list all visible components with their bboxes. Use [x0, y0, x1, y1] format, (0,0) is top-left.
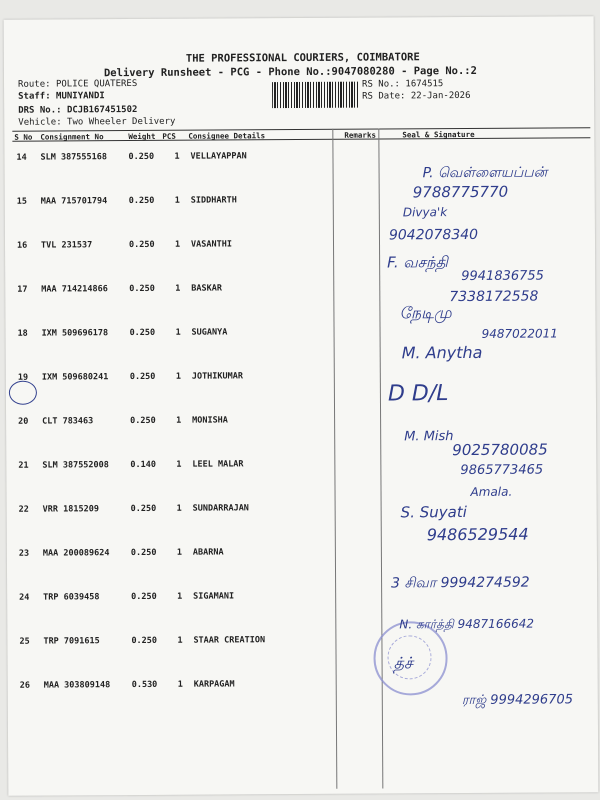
table-row	[7, 627, 597, 675]
col-remarks: Remarks	[344, 130, 376, 140]
rs-number: RS No.: 1674515	[362, 79, 444, 90]
signature-21-phone: 9865773465	[460, 462, 544, 479]
row-pcs: 1	[175, 371, 181, 382]
signature-19: D D/L	[387, 381, 449, 407]
vehicle-text: Vehicle: Two Wheeler Delivery	[18, 116, 176, 128]
staff-text: Staff: MUNIYANDI	[18, 91, 105, 102]
row-consignee: VASANTHI	[190, 239, 232, 250]
row-weight: 0.250	[130, 547, 157, 559]
row-weight: 0.250	[130, 503, 157, 515]
barcode	[272, 82, 358, 109]
row-weight: 0.250	[129, 327, 156, 339]
row-consignment: IXM 509680241	[41, 372, 109, 383]
row-weight: 0.250	[128, 151, 155, 163]
row-sno: 25	[19, 636, 30, 647]
signature-26: ராஜ் 9994296705	[461, 692, 574, 709]
row-consignment: MAA 715701794	[40, 196, 108, 207]
col-consignment: Consignment No	[40, 132, 104, 142]
rs-date: RS Date: 22-Jan-2026	[362, 90, 471, 102]
signature-15-phone: 9042078340	[388, 226, 479, 244]
row-weight: 0.250	[129, 283, 155, 295]
signature-22-name: S. Suyati	[400, 502, 467, 522]
row-weight: 0.250	[131, 591, 157, 603]
row-pcs: 1	[174, 195, 180, 206]
row-consignee: SIDDHARTH	[190, 195, 237, 206]
row-weight: 0.250	[131, 635, 158, 647]
row-sno: 15	[16, 196, 28, 207]
row-consignment: CLT 783463	[42, 416, 94, 427]
col-weight: Weight	[128, 131, 156, 142]
row-sno: 14	[16, 152, 27, 163]
row-sno: 22	[18, 504, 29, 515]
row-consignee: ABARNA	[192, 547, 224, 558]
row-sno: 19	[17, 372, 29, 383]
row-consignment: SLM 387555168	[40, 152, 108, 163]
signature-25-text: N. கார்த்தி 9487166642	[399, 616, 535, 632]
row-consignee: SUNDARRAJAN	[192, 503, 249, 514]
row-sno: 24	[19, 592, 30, 603]
route-text: Route: POLICE QUATERES	[18, 78, 138, 90]
row-consignee: SUGANYA	[191, 327, 228, 338]
company-title: THE PROFESSIONAL COURIERS, COIMBATORE	[185, 51, 420, 65]
signature-17-phone: 7338172558	[449, 288, 539, 306]
row-consignee: MONISHA	[192, 415, 228, 426]
runsheet-paper	[4, 16, 599, 796]
row-consignee: VELLAYAPPAN	[190, 151, 247, 162]
row-pcs: 1	[177, 591, 183, 602]
signature-16-phone: 9941836755	[461, 268, 544, 285]
row-pcs: 1	[176, 459, 182, 470]
row-consignee: BASKAR	[191, 283, 223, 294]
row-consignee: JOTHIKUMAR	[191, 371, 244, 382]
signature-18-phone: 9487022011	[481, 326, 558, 341]
row-pcs: 1	[177, 635, 183, 646]
col-seal-signature: Seal & Signature	[402, 129, 475, 140]
col-consignee: Consignee Details	[188, 131, 266, 141]
row-sno: 17	[17, 284, 28, 295]
row-consignment: IXM 509696178	[41, 328, 109, 339]
table-top-rule	[12, 127, 590, 132]
hand-drawn-circle	[9, 381, 37, 405]
row-consignment: VRR 1815209	[42, 504, 99, 515]
row-weight: 0.250	[128, 195, 155, 207]
signature-17-name: நேடிமு	[399, 303, 452, 323]
signature-15-name: Divya'k	[402, 205, 448, 220]
signature-20-phone: 9025780085	[452, 440, 548, 460]
row-pcs: 1	[175, 283, 181, 294]
row-consignee: STAAR CREATION	[193, 635, 266, 646]
row-pcs: 1	[174, 151, 180, 162]
runsheet-heading: Delivery Runsheet - PCG - Phone No.:9047080280 - Page No.:2	[103, 64, 477, 80]
row-consignment: MAA 200089624	[42, 548, 110, 559]
signature-18-name: M. Anytha	[401, 342, 483, 363]
signature-20-name: M. Mish	[404, 429, 454, 445]
row-weight: 0.250	[130, 415, 156, 427]
signature-25-initials: த்ச்	[393, 653, 413, 673]
row-sno: 23	[18, 548, 30, 559]
row-consignment: SLM 387552008	[42, 460, 109, 471]
row-consignment: TRP 7091615	[43, 636, 100, 647]
row-pcs: 1	[176, 547, 183, 558]
table-row	[6, 363, 596, 411]
row-weight: 0.250	[129, 371, 156, 383]
row-pcs: 1	[176, 415, 182, 426]
row-sno: 18	[17, 328, 28, 339]
row-consignee: SIGAMANI	[193, 591, 235, 602]
row-consignee: KARPAGAM	[193, 679, 235, 690]
row-pcs: 1	[175, 327, 181, 338]
row-consignment: MAA 303809148	[43, 680, 111, 691]
row-consignment: TRP 6039458	[43, 592, 100, 603]
row-sno: 20	[18, 416, 29, 427]
drs-number: DRS No.: DCJB167451502	[18, 104, 138, 116]
row-consignee: LEEL MALAR	[192, 459, 244, 470]
row-pcs: 1	[174, 239, 181, 250]
row-consignment: MAA 714214866	[41, 284, 108, 295]
row-weight: 0.530	[131, 679, 158, 691]
row-weight: 0.140	[130, 459, 156, 471]
row-consignment: TVL 231537	[40, 240, 93, 251]
signature-24: 3 சிவா 9994274592	[391, 574, 530, 592]
col-pcs: PCS	[162, 131, 176, 141]
row-sno: 21	[18, 460, 29, 471]
row-weight: 0.250	[128, 239, 155, 251]
row-pcs: 1	[177, 679, 183, 690]
signature-16-name: F. வசந்தி	[387, 253, 448, 272]
signature-22-phone: 9486529544	[426, 524, 529, 545]
row-sno: 16	[16, 240, 28, 251]
signature-14-phone: 9788775770	[412, 182, 509, 202]
col-sno: S No	[14, 132, 33, 142]
row-sno: 26	[19, 680, 30, 691]
row-pcs: 1	[176, 503, 182, 514]
signature-21-name: Amala.	[470, 484, 513, 499]
signature-14-name: P. வெள்ளையப்பன்	[422, 164, 548, 182]
